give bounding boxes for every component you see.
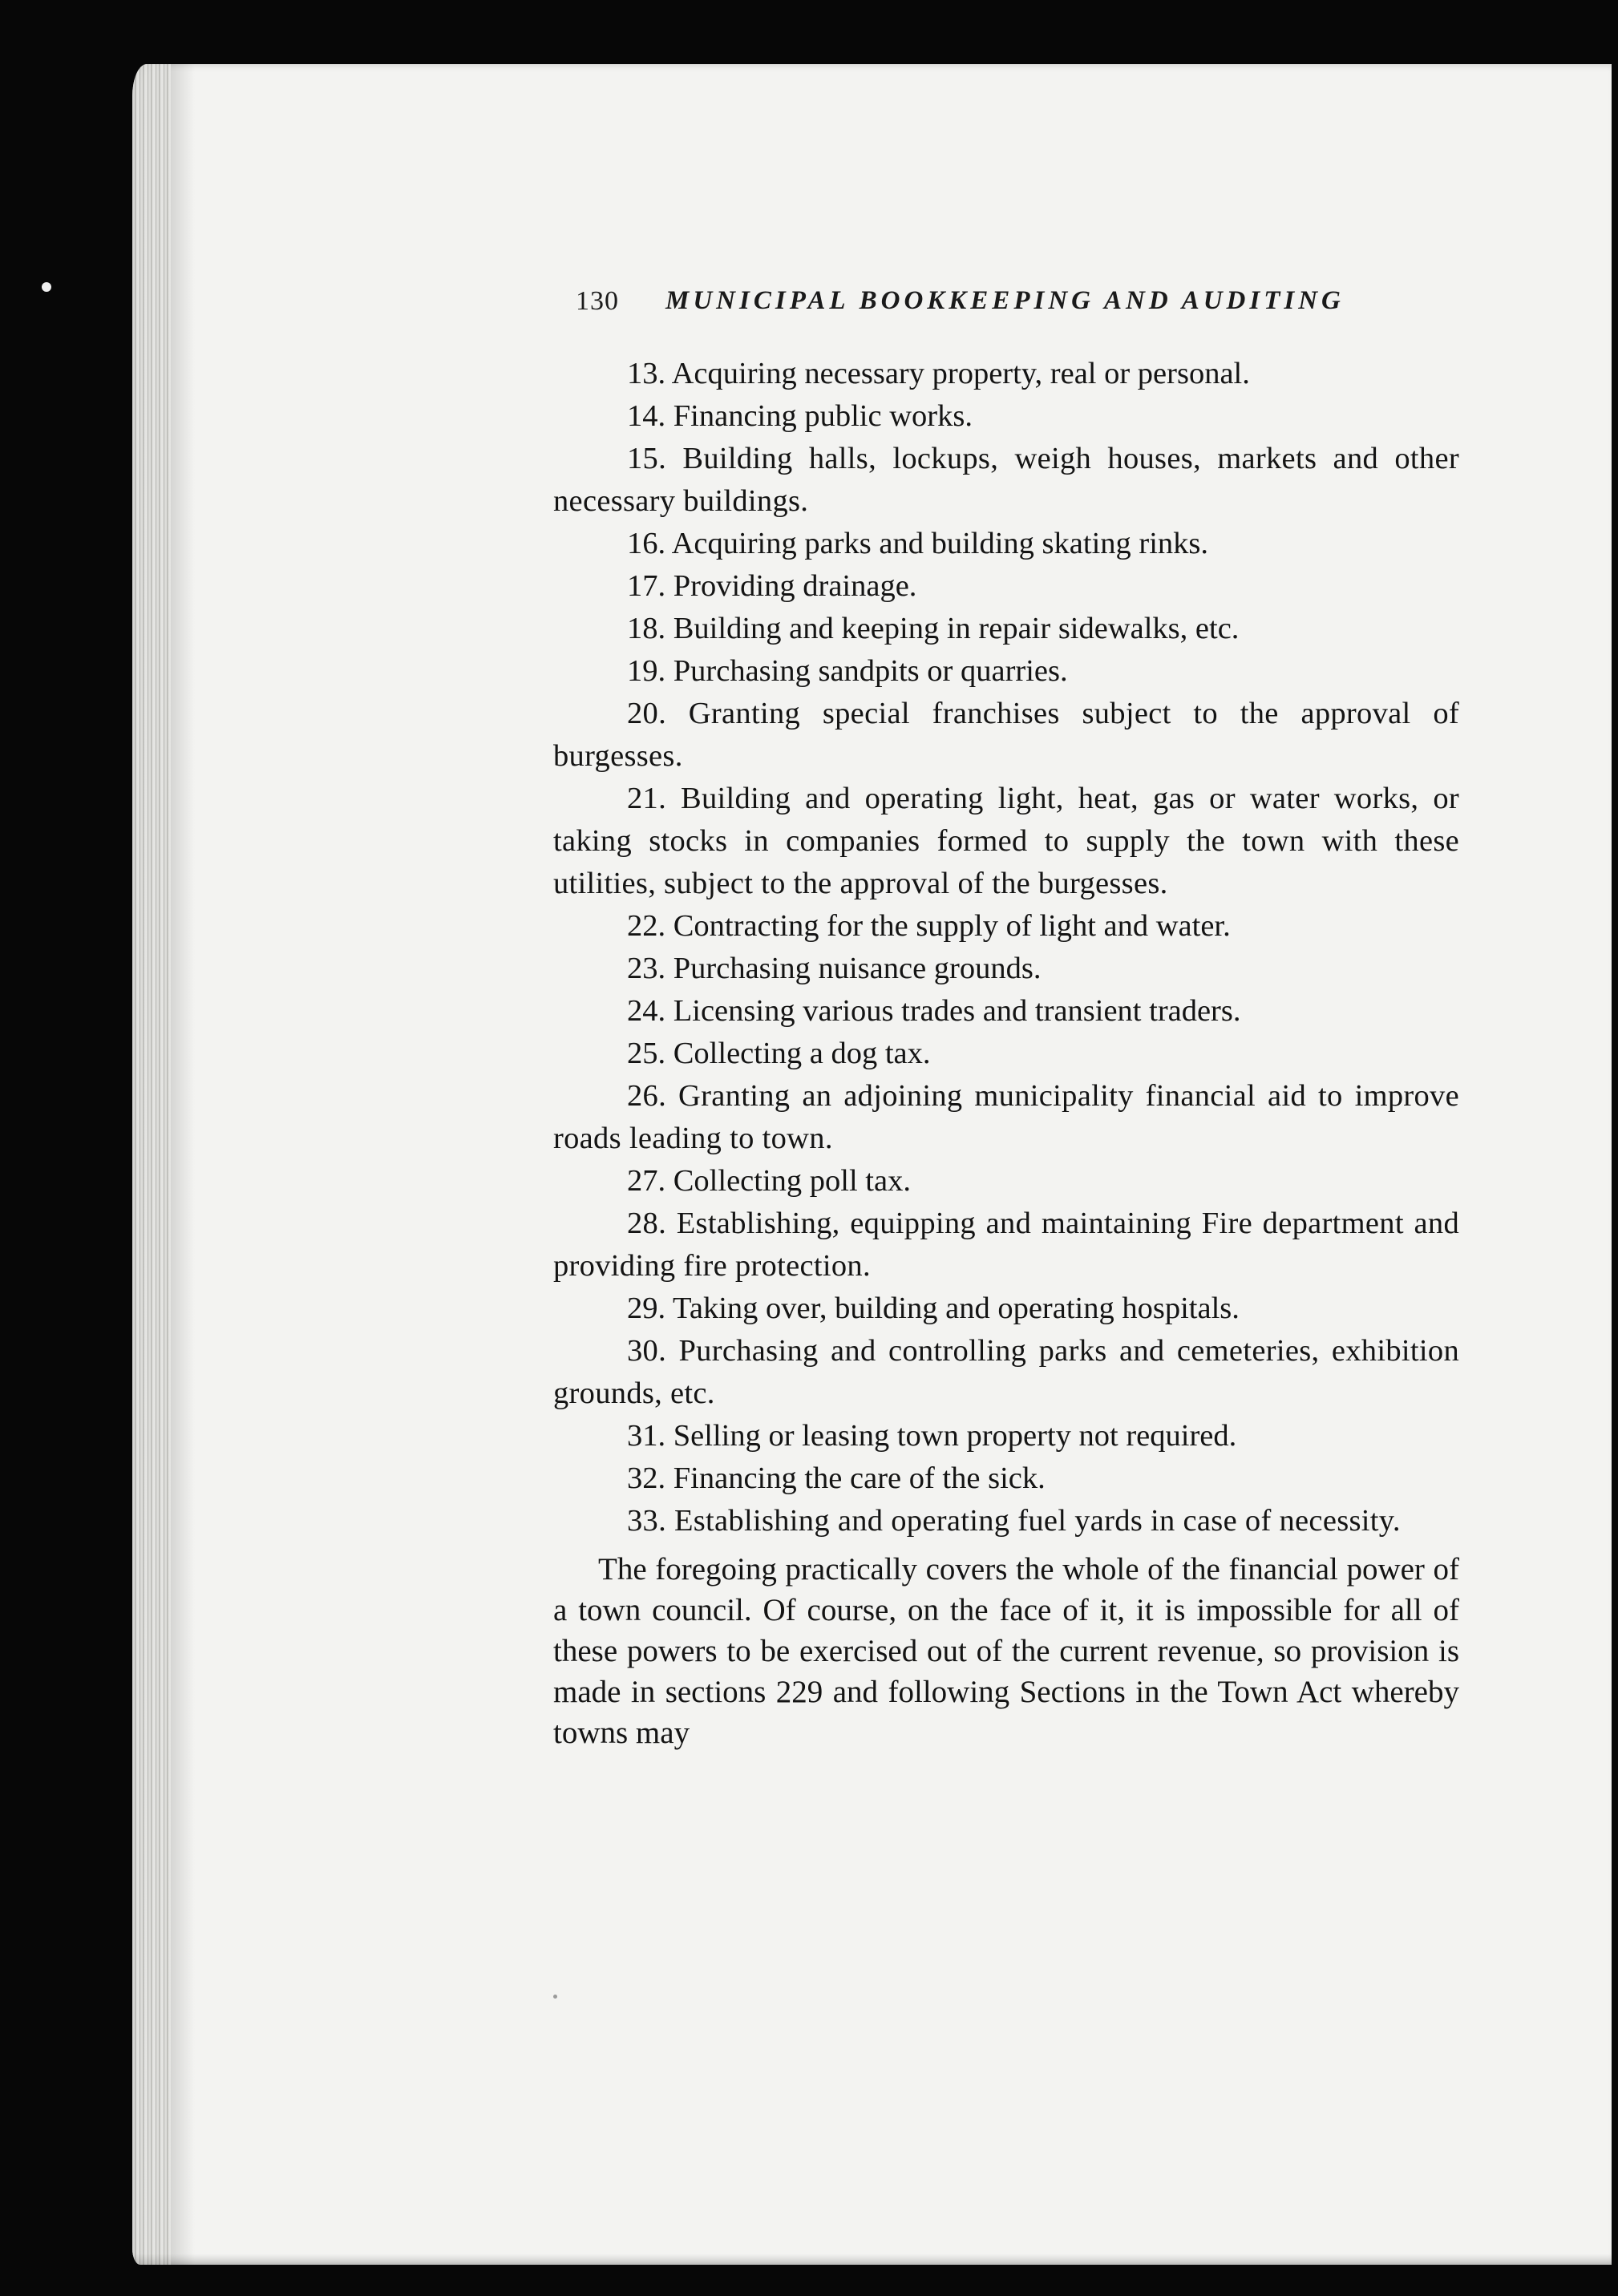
list-item: 28. Establishing, equipping and maintaining Fire department and providing fire protection. xyxy=(553,1207,1459,1283)
running-head-title: MUNICIPAL BOOKKEEPING AND AUDITING xyxy=(665,286,1345,315)
page-bottom-edge xyxy=(132,2254,1612,2265)
list-item: 33. Establishing and operating fuel yards in case of necessity. xyxy=(627,1504,1401,1538)
list-item: 18. Building and keeping in repair sidewalks, etc. xyxy=(627,612,1240,645)
list-item: 26. Granting an adjoining municipality financial aid to improve roads leading to town. xyxy=(553,1079,1459,1155)
list-item: 22. Contracting for the supply of light and water. xyxy=(627,909,1231,943)
list-item: 20. Granting special franchises subject to the approval of burgesses. xyxy=(553,697,1459,773)
list-item: 17. Providing drainage. xyxy=(627,569,917,603)
page-stack-edge xyxy=(132,64,171,2265)
list-item: 32. Financing the care of the sick. xyxy=(627,1461,1046,1495)
list-item: 13. Acquiring necessary property, real or personal. xyxy=(627,357,1250,390)
list-item: 25. Collecting a dog tax. xyxy=(627,1037,931,1070)
list-item: 27. Collecting poll tax. xyxy=(627,1164,911,1198)
list-item: 21. Building and operating light, heat, gas or water works, or taking stocks in companies formed to supply the town with these utilities, subject to the approval of the burgesses. xyxy=(553,782,1459,900)
closing-paragraph: The foregoing practically covers the whole of the financial power of a town council. Of course, on the face of it, it is impossible for all of these powers to be exercised out of the current revenue, so provision is made in sections 229 and following Sections in the Town Act whereby towns may xyxy=(553,1552,1459,1750)
list-item: 31. Selling or leasing town property not required. xyxy=(627,1419,1237,1453)
film-speck xyxy=(42,282,51,292)
list-item: 14. Financing public works. xyxy=(627,399,973,433)
list-item: 19. Purchasing sandpits or quarries. xyxy=(627,654,1068,688)
page-mark xyxy=(553,1995,557,1999)
gutter-shadow xyxy=(171,64,195,2265)
page-body xyxy=(553,353,1459,1753)
list-item: 23. Purchasing nuisance grounds. xyxy=(627,952,1042,985)
list-item: 24. Licensing various trades and transient traders. xyxy=(627,994,1241,1028)
page-number: 130 xyxy=(576,286,619,316)
list-item: 15. Building halls, lockups, weigh houses, markets and other necessary buildings. xyxy=(553,442,1459,518)
list-item: 16. Acquiring parks and building skating rinks. xyxy=(627,527,1209,560)
running-head xyxy=(576,286,1377,334)
list-item: 29. Taking over, building and operating hospitals. xyxy=(627,1292,1240,1325)
list-item: 30. Purchasing and controlling parks and cemeteries, exhibition grounds, etc. xyxy=(553,1334,1459,1410)
